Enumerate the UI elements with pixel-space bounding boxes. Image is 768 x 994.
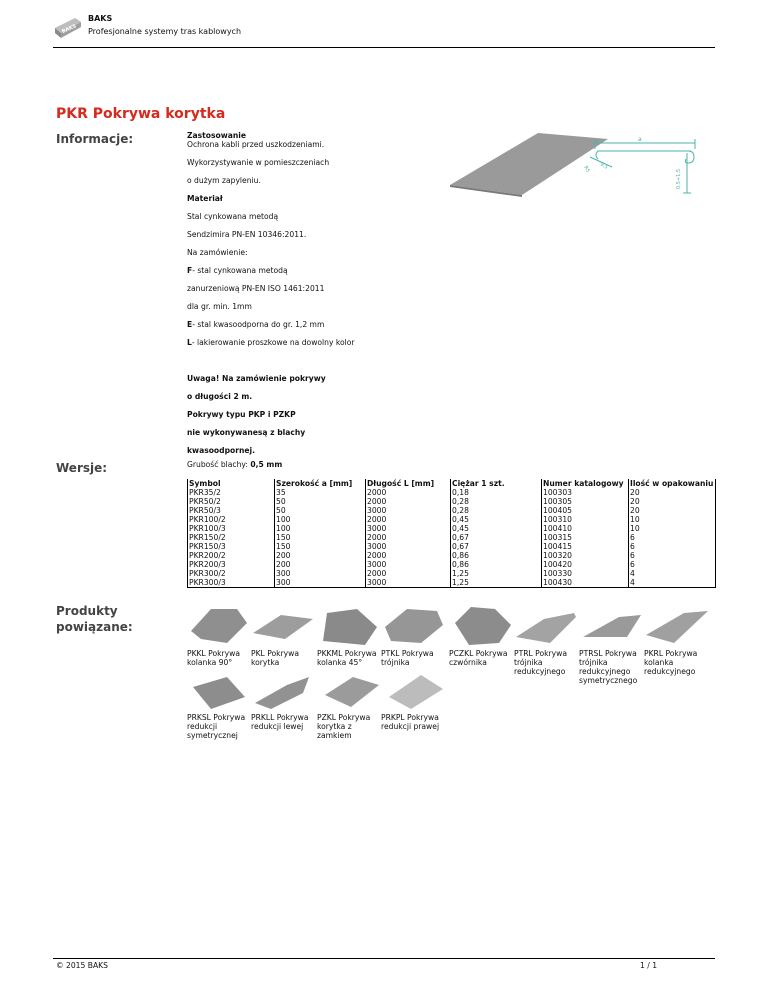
info-line (187, 194, 427, 203)
table-row (188, 578, 716, 588)
thickness-label: Grubość blachy: (187, 460, 248, 469)
product-thumbnail-icon[interactable] (449, 603, 513, 647)
dim-v-label: 0,5+1,5 (676, 168, 682, 189)
table-cell: 100410 (542, 524, 629, 533)
table-cell: 300 (275, 569, 366, 578)
table-cell: 100305 (542, 497, 629, 506)
product-thumbnail-icon[interactable] (579, 603, 643, 647)
info-line (187, 347, 427, 356)
table-row (188, 497, 716, 506)
info-line (187, 140, 427, 149)
table-cell: PKR50/3 (188, 506, 275, 515)
product-thumbnail-icon[interactable] (381, 667, 445, 711)
product-name[interactable]: PTKL Pokrywa trójnika (381, 649, 434, 667)
footer-copyright: © 2015 BAKS (56, 961, 108, 970)
table-cell: 100310 (542, 515, 629, 524)
product-thumbnail-icon[interactable] (644, 603, 708, 647)
table-cell: 100315 (542, 533, 629, 542)
info-line (187, 320, 427, 329)
table-cell: PKR50/2 (188, 497, 275, 506)
dim-h-label: 9,5 (599, 161, 609, 171)
table-cell: 100420 (542, 560, 629, 569)
info-line (187, 167, 427, 176)
product-name[interactable]: PTRSL Pokrywa trójnika redukcyjnego symetrycznego (579, 649, 638, 685)
info-line (187, 158, 427, 167)
info-line-text: Materiał (187, 194, 223, 203)
table-cell: 2000 (366, 515, 451, 524)
table-cell: 100 (275, 515, 366, 524)
info-line-text: - stal kwasoodporna do gr. 1,2 mm (192, 320, 325, 329)
logo-text: BAKS (61, 23, 78, 36)
info-line-text: Na zamówienie: (187, 248, 248, 257)
info-line (187, 437, 427, 446)
table-row (188, 506, 716, 515)
info-line (187, 374, 427, 383)
footer-divider (53, 958, 715, 959)
table-cell: 0,28 (451, 506, 542, 515)
product-card[interactable] (644, 603, 708, 676)
table-cell: 200 (275, 560, 366, 569)
product-thumbnail-icon[interactable] (187, 667, 251, 711)
cover-diagram (450, 133, 712, 198)
info-line-text: Zastosowanie (187, 131, 247, 140)
table-cell: 20 (629, 497, 716, 506)
table-row (188, 542, 716, 551)
product-name[interactable]: PKL Pokrywa korytka (251, 649, 300, 667)
info-line (187, 365, 427, 374)
table-cell: 100405 (542, 506, 629, 515)
table-cell: 3000 (366, 506, 451, 515)
table-header-cell: Numer katalogowy (542, 479, 629, 488)
table-cell: 200 (275, 551, 366, 560)
info-line-text: Ochrona kabli przed uszkodzeniami. (187, 140, 325, 149)
product-thumbnail-icon[interactable] (187, 603, 251, 647)
info-line-text: Uwaga! Na zamówienie pokrywy (187, 374, 326, 383)
table-cell: 100320 (542, 551, 629, 560)
table-cell: 10 (629, 515, 716, 524)
thickness-value: 0,5 mm (250, 460, 283, 469)
product-name[interactable]: PKKML Pokrywa kolanka 45° (317, 649, 377, 667)
info-line-text: nie wykonywanesą z blachy (187, 428, 306, 437)
product-thumbnail-icon[interactable] (514, 603, 578, 647)
info-line (187, 356, 427, 365)
related-products (187, 603, 727, 753)
table-cell: 35 (275, 488, 366, 497)
info-line (187, 230, 427, 239)
brand-name: BAKS (88, 14, 113, 23)
product-thumbnail-icon[interactable] (251, 603, 315, 647)
info-line-text: o długości 2 m. (187, 392, 253, 401)
info-line (187, 131, 427, 140)
product-name[interactable]: PRKLL Pokrywa redukcji lewej (251, 713, 309, 731)
info-line-text: - stal cynkowana metodą (192, 266, 288, 275)
info-line (187, 419, 427, 428)
table-cell: 300 (275, 578, 366, 588)
section-label-informacje: Informacje: (56, 132, 134, 146)
table-row (188, 488, 716, 497)
product-thumbnail-icon[interactable] (317, 603, 381, 647)
table-cell: 0,67 (451, 533, 542, 542)
info-line (187, 257, 427, 266)
thickness-line (187, 460, 282, 469)
info-line (187, 284, 427, 293)
table-header-cell: Ilość w opakowaniu (629, 479, 716, 488)
table-cell: 100303 (542, 488, 629, 497)
product-name[interactable]: PKRL Pokrywa kolanka redukcyjnego (644, 649, 698, 676)
product-card[interactable] (381, 667, 445, 731)
table-cell: 50 (275, 497, 366, 506)
table-cell: 0,86 (451, 560, 542, 569)
product-card[interactable] (449, 603, 513, 667)
table-cell: 3000 (366, 560, 451, 569)
info-line (187, 275, 427, 284)
product-card[interactable] (579, 603, 643, 685)
table-cell: 150 (275, 542, 366, 551)
info-line (187, 266, 427, 275)
table-header-cell: Szerokość a [mm] (275, 479, 366, 488)
info-line-text: Sendzimira PN-EN 10346:2011. (187, 230, 307, 239)
table-row (188, 524, 716, 533)
baks-logo-icon (53, 14, 83, 40)
table-cell: PKR300/3 (188, 578, 275, 588)
table-row (188, 560, 716, 569)
table-cell: 3000 (366, 578, 451, 588)
table-cell: 100415 (542, 542, 629, 551)
info-line (187, 302, 427, 311)
table-cell: 100 (275, 524, 366, 533)
section-label-wersje: Wersje: (56, 461, 108, 475)
info-line-prefix: F (187, 266, 193, 275)
table-cell: 0,28 (451, 497, 542, 506)
info-line (187, 338, 427, 347)
table-cell: 100430 (542, 578, 629, 588)
product-card[interactable] (381, 603, 445, 667)
info-line (187, 203, 427, 212)
info-line-text: - lakierowanie proszkowe na dowolny kolor (191, 338, 355, 347)
info-line-text: Stal cynkowana metodą (187, 212, 279, 221)
table-cell: 150 (275, 533, 366, 542)
table-cell: 4 (629, 578, 716, 588)
product-name[interactable]: PRKPL Pokrywa redukcji prawej (381, 713, 440, 731)
table-cell: 0,67 (451, 542, 542, 551)
product-card[interactable] (317, 667, 381, 740)
info-line-text: o dużym zapyleniu. (187, 176, 261, 185)
info-line-prefix: E (187, 320, 193, 329)
product-name[interactable]: PTRL Pokrywa trójnika redukcyjnego (514, 649, 567, 676)
page-header (53, 10, 713, 48)
section-label-produkty (56, 603, 133, 635)
product-card[interactable] (514, 603, 578, 676)
dim-r-label: R5 (582, 165, 591, 174)
info-line (187, 293, 427, 302)
table-cell: PKR200/3 (188, 560, 275, 569)
table-cell: 2000 (366, 569, 451, 578)
table-cell: PKR150/2 (188, 533, 275, 542)
table-header-cell: Symbol (188, 479, 275, 488)
table-cell: 3000 (366, 524, 451, 533)
table-cell: PKR100/2 (188, 515, 275, 524)
product-thumbnail-icon[interactable] (381, 603, 445, 647)
table-cell: 6 (629, 551, 716, 560)
page-title: PKR Pokrywa korytka (56, 106, 226, 122)
footer-page-number: 1 / 1 (640, 961, 658, 970)
table-cell: 2000 (366, 497, 451, 506)
info-line (187, 248, 427, 257)
table-row (188, 569, 716, 578)
table-cell: 10 (629, 524, 716, 533)
table-row (188, 515, 716, 524)
info-line (187, 410, 427, 419)
table-cell: 20 (629, 506, 716, 515)
table-cell: 4 (629, 569, 716, 578)
info-line (187, 149, 427, 158)
table-cell: PKR300/2 (188, 569, 275, 578)
product-name[interactable]: PZKL Pokrywa korytka z zamkiem (317, 713, 371, 740)
table-cell: 0,45 (451, 515, 542, 524)
info-line-text: kwasoodpornej. (187, 446, 256, 455)
table-cell: 2000 (366, 551, 451, 560)
table-cell: 0,86 (451, 551, 542, 560)
info-line-text: zanurzeniową PN-EN ISO 1461:2011 (187, 284, 325, 293)
info-line (187, 329, 427, 338)
info-line (187, 446, 427, 455)
product-thumbnail-icon[interactable] (317, 667, 381, 711)
info-line (187, 176, 427, 185)
product-card[interactable] (187, 667, 251, 740)
table-row (188, 533, 716, 542)
info-text (187, 131, 427, 455)
info-line (187, 239, 427, 248)
table-cell: 1,25 (451, 578, 542, 588)
info-line (187, 221, 427, 230)
info-line (187, 401, 427, 410)
table-cell: 1,25 (451, 569, 542, 578)
table-cell: 6 (629, 560, 716, 569)
info-line (187, 311, 427, 320)
cover-plate-icon (450, 133, 608, 195)
product-card[interactable] (251, 603, 315, 667)
table-cell: 6 (629, 542, 716, 551)
product-name[interactable]: PKKL Pokrywa kolanka 90° (187, 649, 241, 667)
header-divider (53, 47, 715, 48)
table-cell: PKR200/2 (188, 551, 275, 560)
table-header-cell: Długość L [mm] (366, 479, 451, 488)
info-line (187, 185, 427, 194)
info-line (187, 212, 427, 221)
products-label-line1: Produkty (56, 604, 118, 618)
product-name[interactable]: PCZKL Pokrywa czwórnika (449, 649, 508, 667)
table-cell: 2000 (366, 488, 451, 497)
products-label-line2: powiązane: (56, 620, 133, 634)
info-line (187, 428, 427, 437)
info-line (187, 383, 427, 392)
table-cell: PKR35/2 (188, 488, 275, 497)
info-line-text: Pokrywy typu PKP i PZKP (187, 410, 296, 419)
product-card[interactable] (317, 603, 381, 667)
table-cell: 0,18 (451, 488, 542, 497)
table-cell: 50 (275, 506, 366, 515)
product-card[interactable] (251, 667, 315, 731)
product-thumbnail-icon[interactable] (251, 667, 315, 711)
table-cell: PKR150/3 (188, 542, 275, 551)
info-line-text: Wykorzystywanie w pomieszczeniach (187, 158, 330, 167)
info-line-text: dla gr. min. 1mm (187, 302, 252, 311)
table-cell: 3000 (366, 542, 451, 551)
table-header-row (188, 479, 716, 488)
table-cell: 0,45 (451, 524, 542, 533)
product-name[interactable]: PRKSL Pokrywa redukcji symetrycznej (187, 713, 246, 740)
table-cell: 20 (629, 488, 716, 497)
versions-table (187, 479, 716, 588)
table-cell: 2000 (366, 533, 451, 542)
info-line (187, 392, 427, 401)
dim-a-label: a (638, 136, 642, 143)
info-line-prefix: L (187, 338, 192, 347)
table-row (188, 551, 716, 560)
table-cell: 6 (629, 533, 716, 542)
product-card[interactable] (187, 603, 251, 667)
table-cell: PKR100/3 (188, 524, 275, 533)
table-cell: 100330 (542, 569, 629, 578)
table-header-cell: Ciężar 1 szt. (451, 479, 542, 488)
brand-tagline: Profesjonalne systemy tras kablowych (88, 27, 242, 36)
